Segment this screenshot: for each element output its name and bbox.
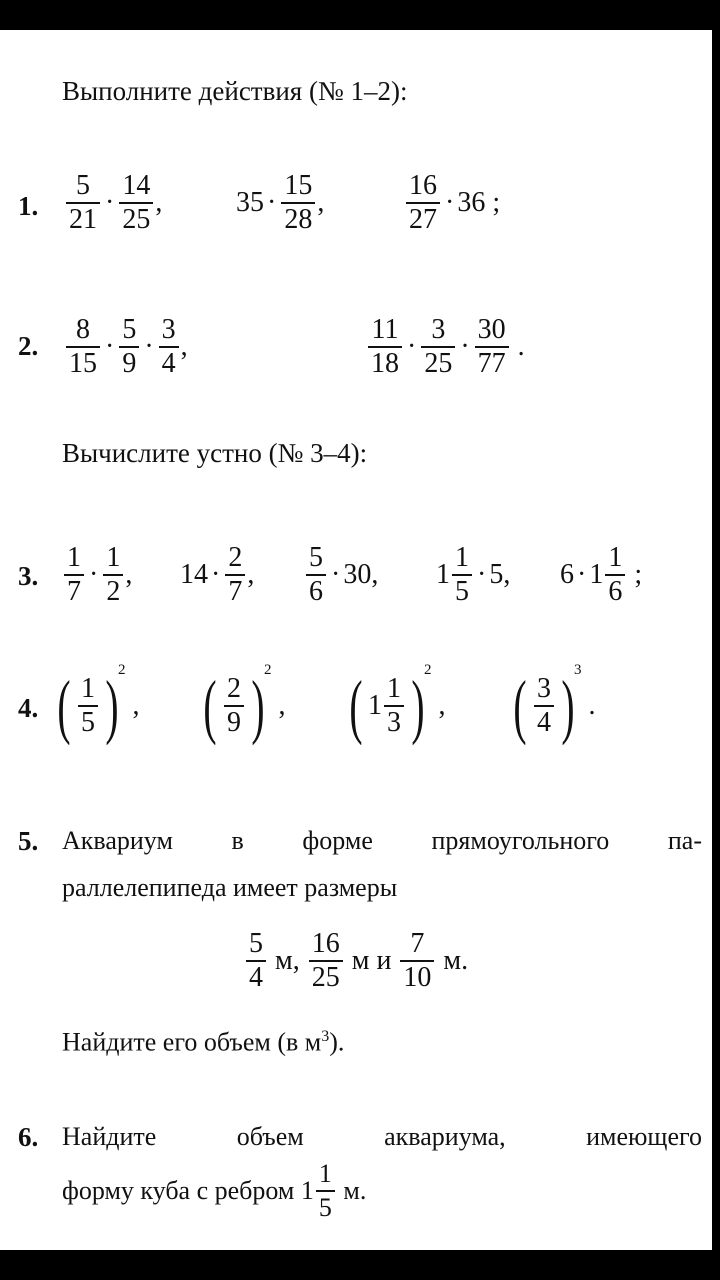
math-text: 6 — [560, 559, 574, 590]
problem-3-number: 3. — [18, 561, 39, 591]
numerator: 5 — [309, 542, 323, 573]
fraction — [306, 542, 326, 608]
multiply-dot: · — [211, 559, 221, 590]
problem-5-number: 5. — [18, 826, 39, 856]
numerator: 2 — [226, 673, 241, 704]
numerator: 5 — [122, 314, 137, 345]
math-text: м, — [268, 945, 307, 976]
denominator: 5 — [455, 576, 469, 607]
problem-1-expr-2 — [236, 170, 324, 236]
denominator: 9 — [226, 707, 241, 738]
numerator: 5 — [76, 170, 90, 201]
problem-3-expr-1 — [62, 542, 132, 608]
fraction — [225, 542, 245, 608]
math-text: м. — [336, 1176, 367, 1205]
problem-6-line-1: Найдите объем аквариума, имеющего — [62, 1122, 702, 1151]
math-text: 36 — [457, 187, 486, 218]
math-text: , — [132, 690, 140, 721]
denominator: 9 — [122, 348, 137, 379]
math-text: 14 — [180, 559, 208, 590]
math-text: 30 — [343, 559, 372, 590]
fraction — [400, 928, 434, 994]
problem-1-expr-1 — [64, 170, 162, 236]
text-segment: ). — [329, 1027, 345, 1057]
fraction — [224, 673, 244, 739]
problem-5-line-1: Аквариум в форме прямоугольного па- — [62, 826, 702, 855]
multiply-dot: · — [445, 187, 455, 218]
problem-5-line-2: раллелепипеда имеет размеры — [62, 873, 398, 902]
fraction — [421, 314, 455, 380]
problem-5-question — [62, 1022, 344, 1058]
fraction — [452, 542, 472, 608]
multiply-dot: · — [460, 331, 470, 362]
numerator: 1 — [318, 1159, 332, 1188]
denominator: 27 — [409, 204, 437, 235]
problem-4-expr-1 — [52, 662, 140, 746]
math-text: , — [155, 187, 163, 218]
math-text — [627, 559, 634, 591]
fraction — [159, 314, 179, 380]
parenthesis: ( — [203, 666, 217, 746]
numerator: 3 — [536, 673, 551, 704]
denominator: 6 — [608, 576, 623, 607]
numerator: 1 — [106, 542, 121, 573]
denominator: 25 — [311, 962, 340, 993]
math-text — [581, 690, 588, 722]
math-text: , — [438, 690, 446, 721]
denominator: 4 — [161, 348, 176, 379]
fraction — [246, 928, 266, 994]
math-text: . — [517, 331, 525, 362]
fraction — [103, 542, 123, 608]
math-text: , — [180, 331, 188, 362]
problem-3-expr-4 — [436, 542, 510, 608]
math-text: , — [247, 559, 255, 590]
numerator: 11 — [371, 314, 399, 345]
multiply-dot: · — [407, 331, 417, 362]
math-text — [431, 690, 438, 722]
text-segment: Найдите его объем (в м — [62, 1027, 322, 1057]
problem-4-expr-3 — [344, 662, 446, 746]
math-text: , — [317, 187, 325, 218]
fraction — [384, 673, 404, 739]
multiply-dot: · — [267, 187, 277, 218]
problem-2-number: 2. — [18, 331, 39, 361]
problem-6-number: 6. — [18, 1122, 39, 1152]
numerator: 7 — [410, 928, 425, 959]
problem-3-expr-5 — [560, 542, 642, 608]
numerator: 30 — [477, 314, 506, 345]
math-text — [125, 690, 132, 722]
fraction — [64, 542, 84, 608]
math-text — [271, 690, 278, 722]
math-text: , — [125, 559, 133, 590]
problem-1-expr-3 — [404, 170, 500, 236]
numerator: 1 — [80, 673, 95, 704]
fraction — [66, 314, 100, 380]
math-text: м. — [436, 945, 469, 976]
fraction — [78, 673, 98, 739]
fraction — [316, 1158, 335, 1224]
math-text: ; — [634, 559, 643, 590]
problem-4-expr-4 — [508, 662, 596, 746]
exponent: 2 — [423, 662, 432, 678]
math-text: 5 — [489, 559, 504, 590]
math-text: 1 — [436, 559, 450, 590]
parenthesis: ( — [349, 666, 363, 746]
fraction — [119, 170, 153, 236]
math-text: ; — [492, 187, 501, 218]
math-text — [485, 187, 492, 219]
numerator: 2 — [228, 542, 243, 573]
parenthesis: ) — [251, 666, 265, 746]
numerator: 14 — [122, 170, 151, 201]
numerator: 1 — [455, 542, 469, 573]
numerator: 3 — [161, 314, 176, 345]
numerator: 5 — [249, 928, 263, 959]
math-text: , — [371, 559, 379, 590]
math-text: , — [278, 690, 286, 721]
math-text: . — [588, 690, 596, 721]
multiply-dot: · — [144, 331, 154, 362]
math-text: , — [503, 559, 511, 590]
denominator: 7 — [67, 576, 81, 607]
math-text: форму куба с ребром — [62, 1176, 301, 1205]
problem-1-number: 1. — [18, 191, 39, 221]
section-heading-actions: Выполните действия (№ 1–2): — [62, 76, 408, 106]
denominator: 21 — [69, 204, 97, 235]
math-text: 1 — [589, 559, 604, 590]
parenthesis: ( — [513, 666, 527, 746]
fraction — [605, 542, 625, 608]
fraction — [309, 928, 343, 994]
denominator: 15 — [69, 348, 97, 379]
multiply-dot: · — [105, 187, 115, 218]
multiply-dot: · — [89, 559, 99, 590]
fraction — [281, 170, 315, 236]
math-text: 35 — [236, 187, 264, 218]
parenthesis: ) — [105, 666, 119, 746]
math-text: м и — [344, 945, 399, 976]
denominator: 25 — [424, 348, 453, 379]
denominator: 2 — [106, 576, 121, 607]
denominator: 3 — [386, 707, 401, 738]
denominator: 4 — [536, 707, 551, 738]
math-text — [511, 331, 518, 363]
multiply-dot: · — [577, 559, 587, 590]
problem-4-number: 4. — [18, 693, 39, 723]
numerator: 1 — [67, 542, 81, 573]
denominator: 5 — [80, 707, 95, 738]
denominator: 5 — [318, 1193, 332, 1222]
multiply-dot: · — [331, 559, 341, 590]
section-heading-oral: Вычислите устно (№ 3–4): — [62, 438, 368, 468]
denominator: 7 — [228, 576, 243, 607]
problem-4-expr-2 — [198, 662, 286, 746]
numerator: 1 — [608, 542, 623, 573]
denominator: 18 — [371, 348, 399, 379]
problem-5-dimensions — [244, 928, 468, 994]
parenthesis: ) — [411, 666, 425, 746]
fraction — [119, 314, 139, 380]
exponent: 2 — [263, 662, 272, 678]
problem-3-expr-2 — [180, 542, 254, 608]
numerator: 16 — [409, 170, 437, 201]
parenthesis: ( — [57, 666, 71, 746]
superscript: 3 — [321, 1028, 330, 1045]
denominator: 10 — [403, 962, 432, 993]
fraction — [66, 170, 100, 236]
problem-6-line-2 — [62, 1158, 366, 1224]
numerator: 15 — [284, 170, 313, 201]
problem-3-expr-3 — [304, 542, 378, 608]
problem-2-expr-1 — [64, 314, 188, 380]
denominator: 25 — [122, 204, 151, 235]
fraction — [368, 314, 402, 380]
multiply-dot: · — [105, 331, 115, 362]
denominator: 77 — [477, 348, 506, 379]
numerator: 3 — [431, 314, 446, 345]
parenthesis: ) — [561, 666, 575, 746]
denominator: 4 — [249, 962, 263, 993]
math-text: 1 — [300, 1176, 314, 1205]
numerator: 16 — [311, 928, 340, 959]
fraction — [534, 673, 554, 739]
numerator: 8 — [76, 314, 90, 345]
numerator: 1 — [386, 673, 401, 704]
denominator: 28 — [284, 204, 313, 235]
problem-2-expr-2 — [366, 314, 525, 380]
denominator: 6 — [309, 576, 323, 607]
exponent: 2 — [117, 662, 126, 678]
fraction — [406, 170, 440, 236]
math-text: 1 — [367, 690, 382, 721]
exponent: 3 — [573, 662, 582, 678]
fraction — [475, 314, 509, 380]
multiply-dot: · — [477, 559, 487, 590]
textbook-page — [0, 30, 712, 1250]
